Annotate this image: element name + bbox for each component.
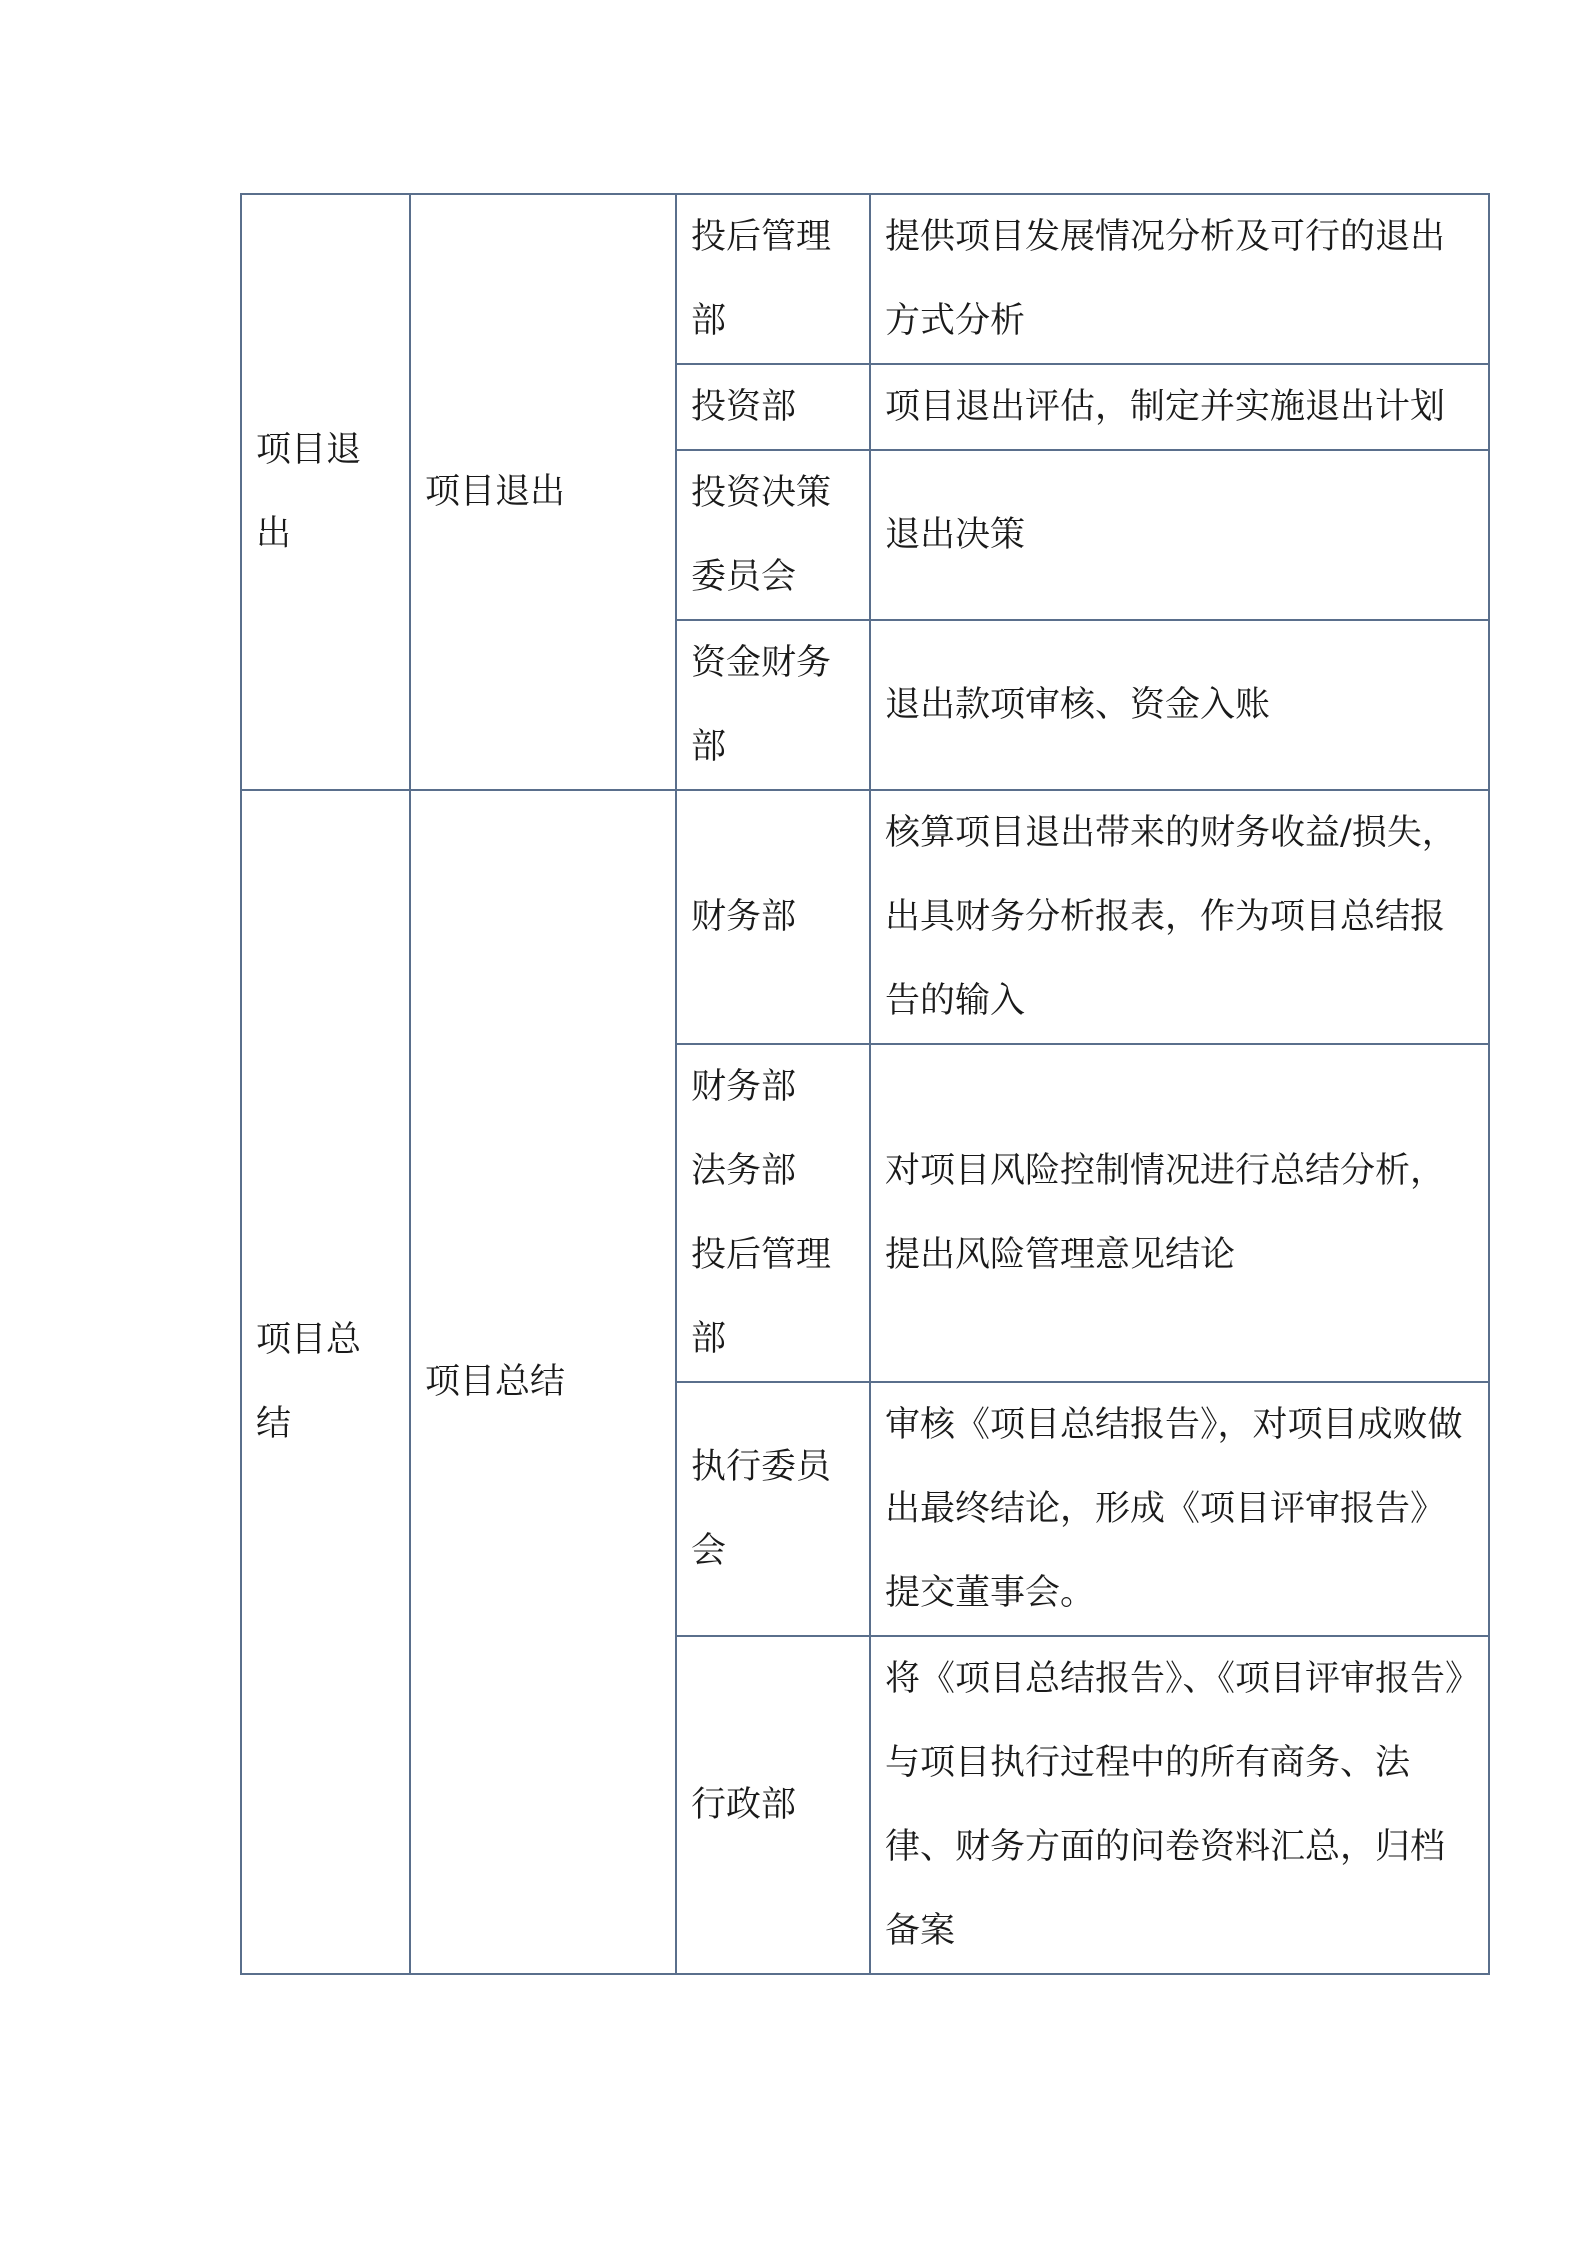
dept-label: 投后管理部 xyxy=(691,217,832,341)
dept-label: 行政部 xyxy=(691,1785,797,1825)
duty-cell xyxy=(870,1636,1489,1974)
duty-text: 退出决策 xyxy=(885,515,1026,555)
duty-text: 对项目风险控制情况进行总结分析，提出风险管理意见结论 xyxy=(885,1151,1446,1275)
dept-label: 财务部 xyxy=(691,897,797,937)
dept-cell xyxy=(676,1044,870,1382)
dept-label: 执行委员会 xyxy=(691,1447,832,1571)
dept-label: 投资决策委员会 xyxy=(691,473,832,597)
dept-label: 投资部 xyxy=(691,387,797,427)
duty-cell xyxy=(870,1044,1489,1382)
duty-cell xyxy=(870,194,1489,364)
task-cell xyxy=(410,790,676,1974)
duty-cell xyxy=(870,620,1489,790)
task-label: 项目总结 xyxy=(425,1362,566,1402)
dept-label: 财务部 法务部 投后管理部 xyxy=(691,1067,832,1359)
duty-text: 退出款项审核、资金入账 xyxy=(885,685,1271,725)
duty-text: 将《项目总结报告》、《项目评审报告》与项目执行过程中的所有商务、法律、财务方面的问卷资料汇总，归档备案 xyxy=(885,1659,1463,1951)
dept-cell xyxy=(676,790,870,1044)
dept-cell xyxy=(676,1636,870,1974)
stage-label: 项目退出 xyxy=(256,430,362,554)
task-cell xyxy=(410,194,676,790)
table-body xyxy=(241,194,1489,1974)
duty-text: 审核《项目总结报告》，对项目成败做出最终结论，形成《项目评审报告》提交董事会。 xyxy=(885,1405,1463,1613)
stage-cell xyxy=(241,790,410,1974)
duty-text: 项目退出评估，制定并实施退出计划 xyxy=(885,387,1446,427)
duty-cell xyxy=(870,450,1489,620)
dept-cell xyxy=(676,450,870,620)
dept-cell xyxy=(676,194,870,364)
duty-text: 核算项目退出带来的财务收益/损失，出具财务分析报表，作为项目总结报告的输入 xyxy=(885,813,1457,1021)
dept-cell xyxy=(676,620,870,790)
dept-label: 资金财务部 xyxy=(691,643,832,767)
stage-cell xyxy=(241,194,410,790)
duty-cell xyxy=(870,1382,1489,1636)
duty-cell xyxy=(870,790,1489,1044)
table-row xyxy=(241,194,1489,364)
duty-cell xyxy=(870,364,1489,450)
duty-text: 提供项目发展情况分析及可行的退出方式分析 xyxy=(885,217,1446,341)
process-table xyxy=(240,193,1490,1975)
dept-cell xyxy=(676,364,870,450)
task-label: 项目退出 xyxy=(425,472,566,512)
table-row xyxy=(241,790,1489,1044)
stage-label: 项目总结 xyxy=(256,1320,362,1444)
dept-cell xyxy=(676,1382,870,1636)
